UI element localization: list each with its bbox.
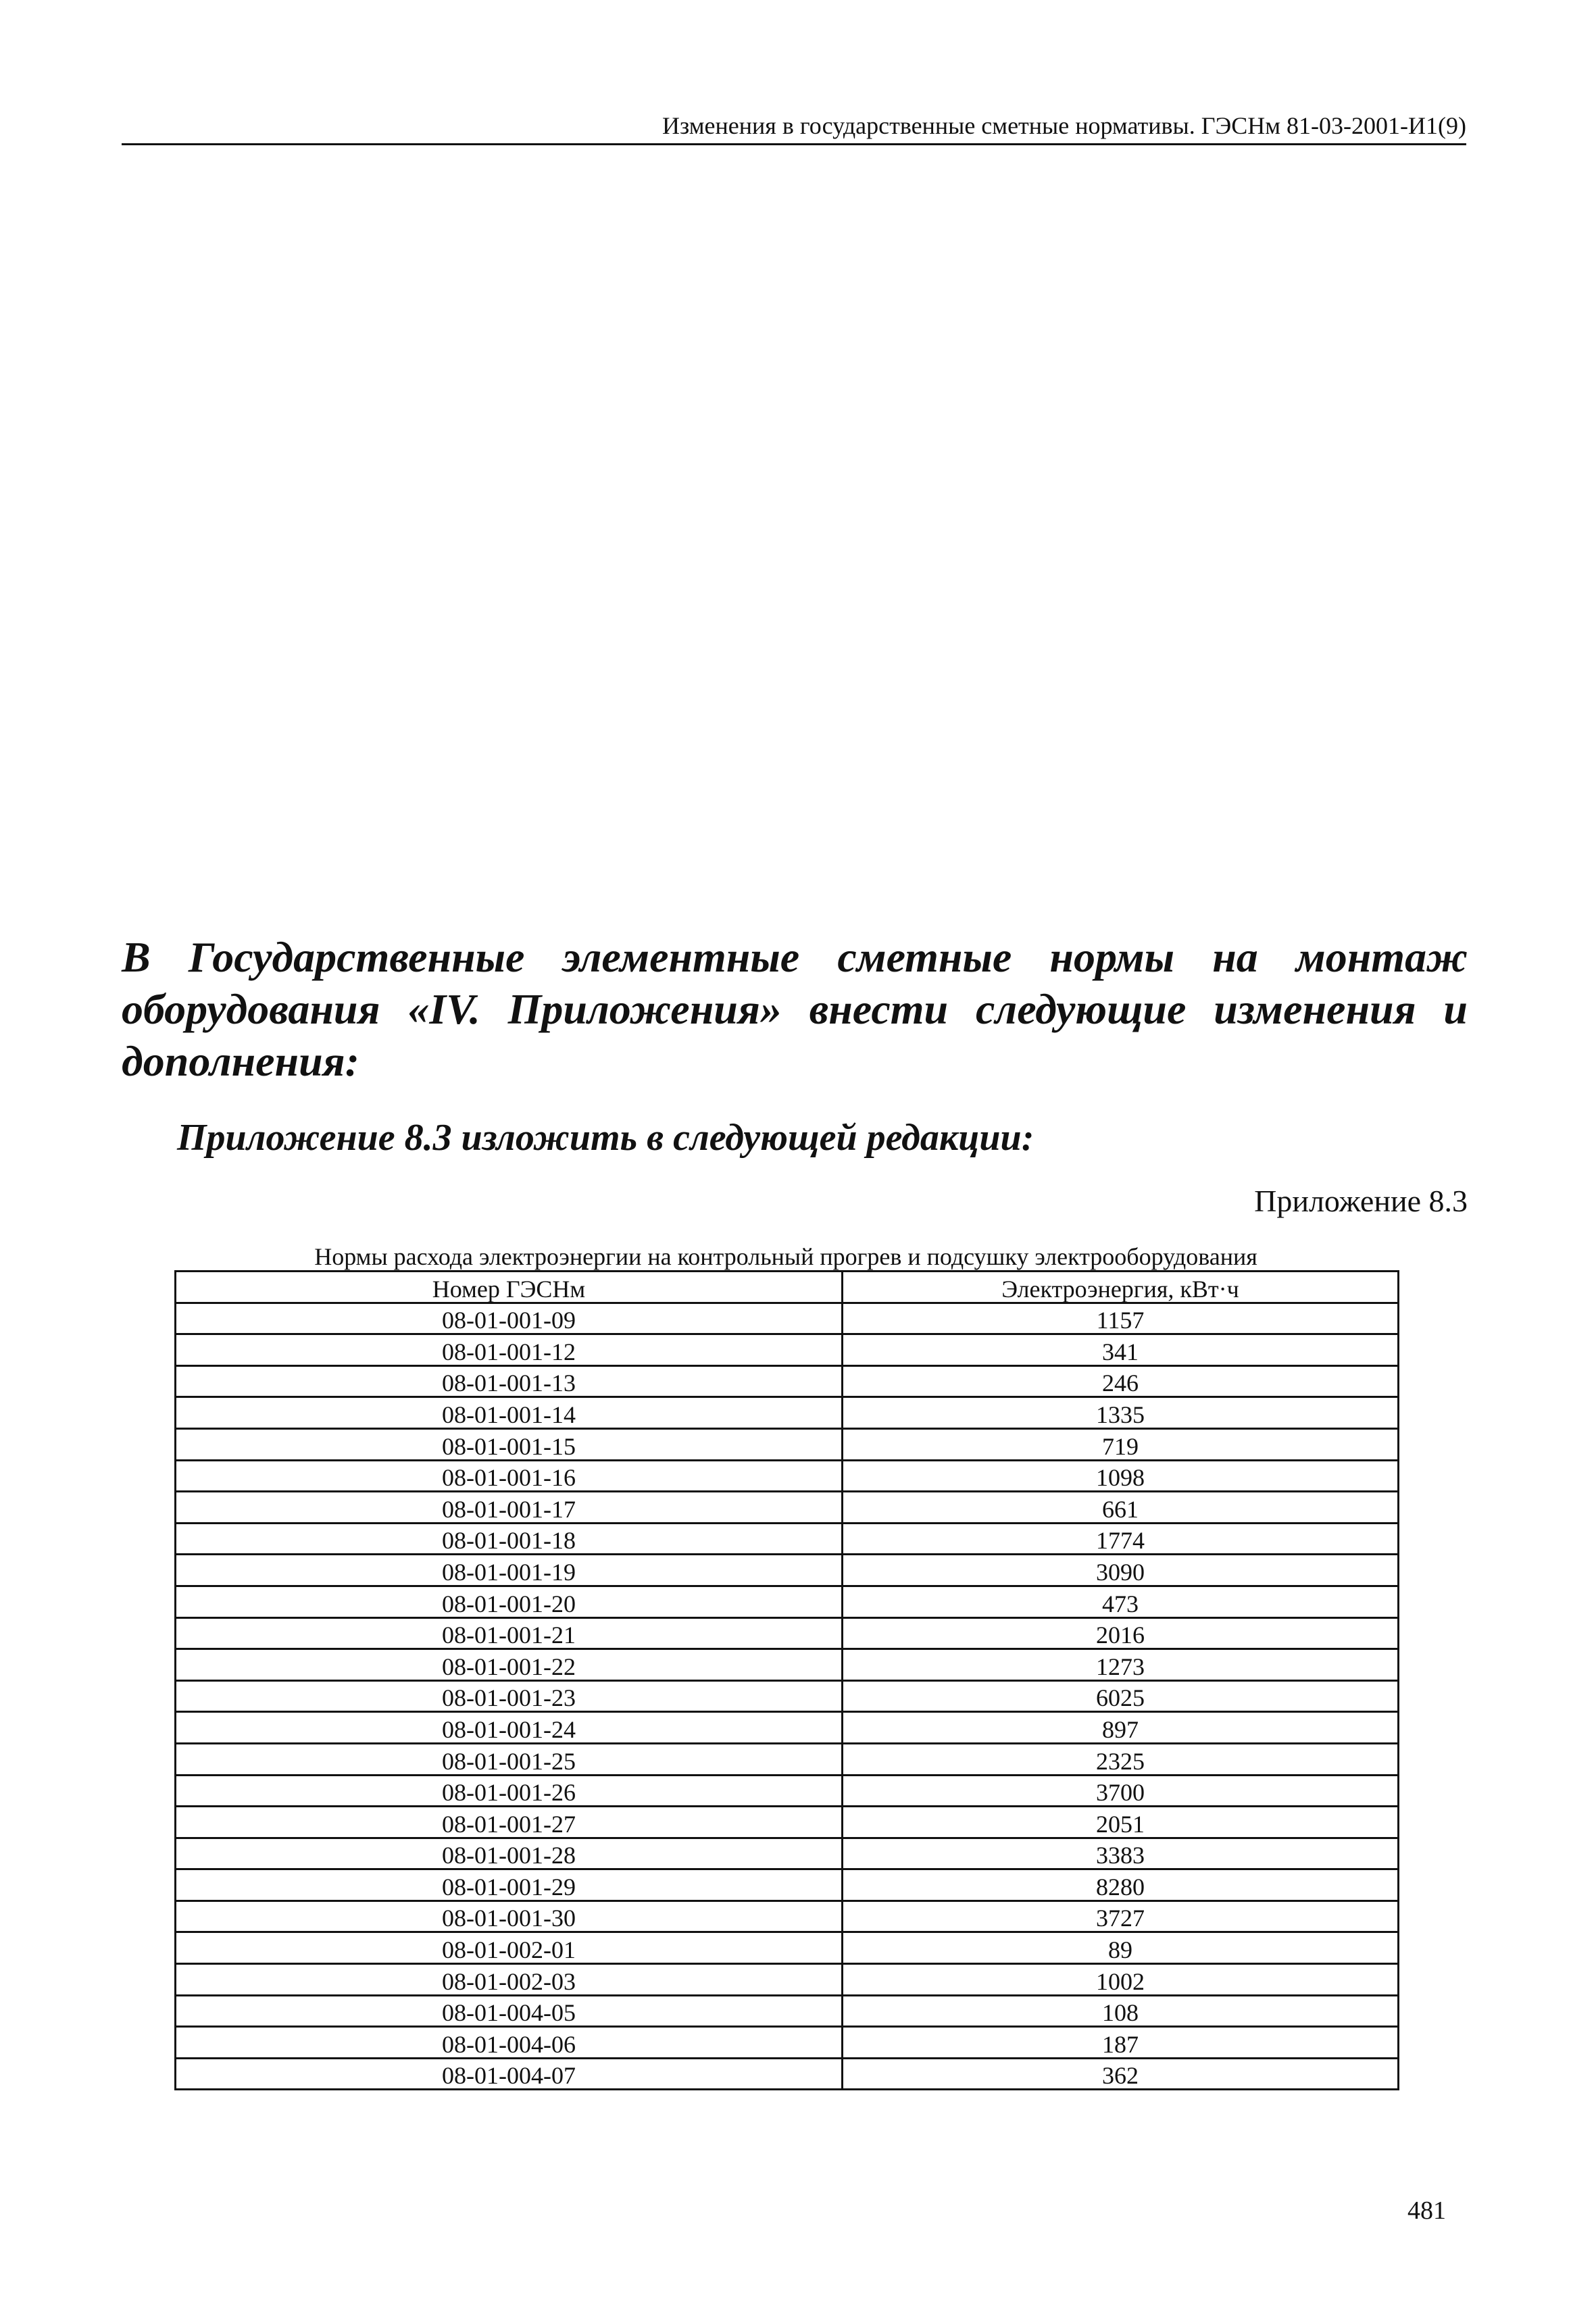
cell-gesnm-code: 08-01-002-01 — [176, 1932, 843, 1964]
cell-gesnm-code: 08-01-001-27 — [176, 1807, 843, 1838]
table-row — [176, 1365, 1399, 1397]
cell-gesnm-code: 08-01-004-06 — [176, 2027, 843, 2059]
cell-gesnm-code: 08-01-001-26 — [176, 1775, 843, 1807]
cell-energy-value: 897 — [843, 1712, 1399, 1744]
cell-energy-value: 2325 — [843, 1743, 1399, 1775]
cell-energy-value: 362 — [843, 2058, 1399, 2090]
cell-gesnm-code: 08-01-001-24 — [176, 1712, 843, 1744]
cell-energy-value: 1098 — [843, 1460, 1399, 1492]
appendix-label: Приложение 8.3 — [1254, 1184, 1468, 1218]
table-row — [176, 1617, 1399, 1649]
table-header-row — [176, 1272, 1399, 1303]
cell-energy-value: 719 — [843, 1428, 1399, 1460]
cell-energy-value: 661 — [843, 1492, 1399, 1524]
cell-energy-value: 1002 — [843, 1964, 1399, 1996]
table-row — [176, 1397, 1399, 1429]
page-number: 481 — [1407, 2196, 1446, 2225]
cell-gesnm-code: 08-01-001-17 — [176, 1492, 843, 1524]
cell-gesnm-code: 08-01-001-21 — [176, 1617, 843, 1649]
cell-gesnm-code: 08-01-004-07 — [176, 2058, 843, 2090]
table-row — [176, 1743, 1399, 1775]
table-row — [176, 1586, 1399, 1617]
cell-energy-value: 89 — [843, 1932, 1399, 1964]
cell-energy-value: 2051 — [843, 1807, 1399, 1838]
cell-energy-value: 1774 — [843, 1523, 1399, 1555]
subheading: Приложение 8.3 изложить в следующей редакции: — [177, 1117, 1034, 1159]
table-row — [176, 1995, 1399, 2027]
norms-table — [174, 1270, 1399, 2090]
table-row — [176, 1807, 1399, 1838]
cell-gesnm-code: 08-01-001-14 — [176, 1397, 843, 1429]
table-row — [176, 1649, 1399, 1681]
cell-energy-value: 341 — [843, 1334, 1399, 1366]
table-row — [176, 1869, 1399, 1901]
cell-gesnm-code: 08-01-001-13 — [176, 1365, 843, 1397]
cell-energy-value: 3090 — [843, 1555, 1399, 1586]
cell-energy-value: 8280 — [843, 1869, 1399, 1901]
cell-gesnm-code: 08-01-001-25 — [176, 1743, 843, 1775]
cell-energy-value: 187 — [843, 2027, 1399, 2059]
table-row — [176, 1712, 1399, 1744]
cell-energy-value: 3700 — [843, 1775, 1399, 1807]
table-row — [176, 1303, 1399, 1334]
column-header-energy: Электроэнергия, кВт·ч — [843, 1272, 1399, 1303]
running-header-text: Изменения в государственные сметные нормативы. ГЭСНм 81-03-2001-И1(9) — [662, 112, 1466, 139]
table-row — [176, 1775, 1399, 1807]
cell-energy-value: 246 — [843, 1365, 1399, 1397]
table-caption: Нормы расхода электроэнергии на контрольный прогрев и подсушку электрооборудования — [314, 1243, 1257, 1270]
cell-gesnm-code: 08-01-001-18 — [176, 1523, 843, 1555]
cell-energy-value: 2016 — [843, 1617, 1399, 1649]
column-header-code: Номер ГЭСНм — [176, 1272, 843, 1303]
table-row — [176, 1428, 1399, 1460]
cell-gesnm-code: 08-01-001-16 — [176, 1460, 843, 1492]
table-row — [176, 1901, 1399, 1932]
cell-gesnm-code: 08-01-001-22 — [176, 1649, 843, 1681]
cell-energy-value: 3383 — [843, 1838, 1399, 1869]
table-row — [176, 1523, 1399, 1555]
cell-energy-value: 6025 — [843, 1680, 1399, 1712]
cell-gesnm-code: 08-01-004-05 — [176, 1995, 843, 2027]
table-row — [176, 1932, 1399, 1964]
table-row — [176, 1838, 1399, 1869]
cell-gesnm-code: 08-01-001-23 — [176, 1680, 843, 1712]
table-body — [176, 1303, 1399, 2090]
table-row — [176, 1680, 1399, 1712]
cell-energy-value: 473 — [843, 1586, 1399, 1617]
cell-gesnm-code: 08-01-001-12 — [176, 1334, 843, 1366]
table-row — [176, 1492, 1399, 1524]
running-header — [122, 114, 1466, 145]
table-row — [176, 1964, 1399, 1996]
cell-gesnm-code: 08-01-001-19 — [176, 1555, 843, 1586]
cell-energy-value: 3727 — [843, 1901, 1399, 1932]
cell-gesnm-code: 08-01-001-28 — [176, 1838, 843, 1869]
cell-energy-value: 1157 — [843, 1303, 1399, 1334]
table-row — [176, 2027, 1399, 2059]
intro-paragraph: В Государственные элементные сметные нормы на монтаж оборудования «IV. Приложения» внести следующие изменения и дополнения: — [122, 933, 1468, 1085]
table-row — [176, 2058, 1399, 2090]
cell-gesnm-code: 08-01-002-03 — [176, 1964, 843, 1996]
cell-gesnm-code: 08-01-001-29 — [176, 1869, 843, 1901]
cell-energy-value: 108 — [843, 1995, 1399, 2027]
cell-gesnm-code: 08-01-001-09 — [176, 1303, 843, 1334]
cell-energy-value: 1273 — [843, 1649, 1399, 1681]
table-row — [176, 1334, 1399, 1366]
cell-gesnm-code: 08-01-001-20 — [176, 1586, 843, 1617]
table-row — [176, 1460, 1399, 1492]
cell-gesnm-code: 08-01-001-30 — [176, 1901, 843, 1932]
cell-energy-value: 1335 — [843, 1397, 1399, 1429]
table-row — [176, 1555, 1399, 1586]
cell-gesnm-code: 08-01-001-15 — [176, 1428, 843, 1460]
